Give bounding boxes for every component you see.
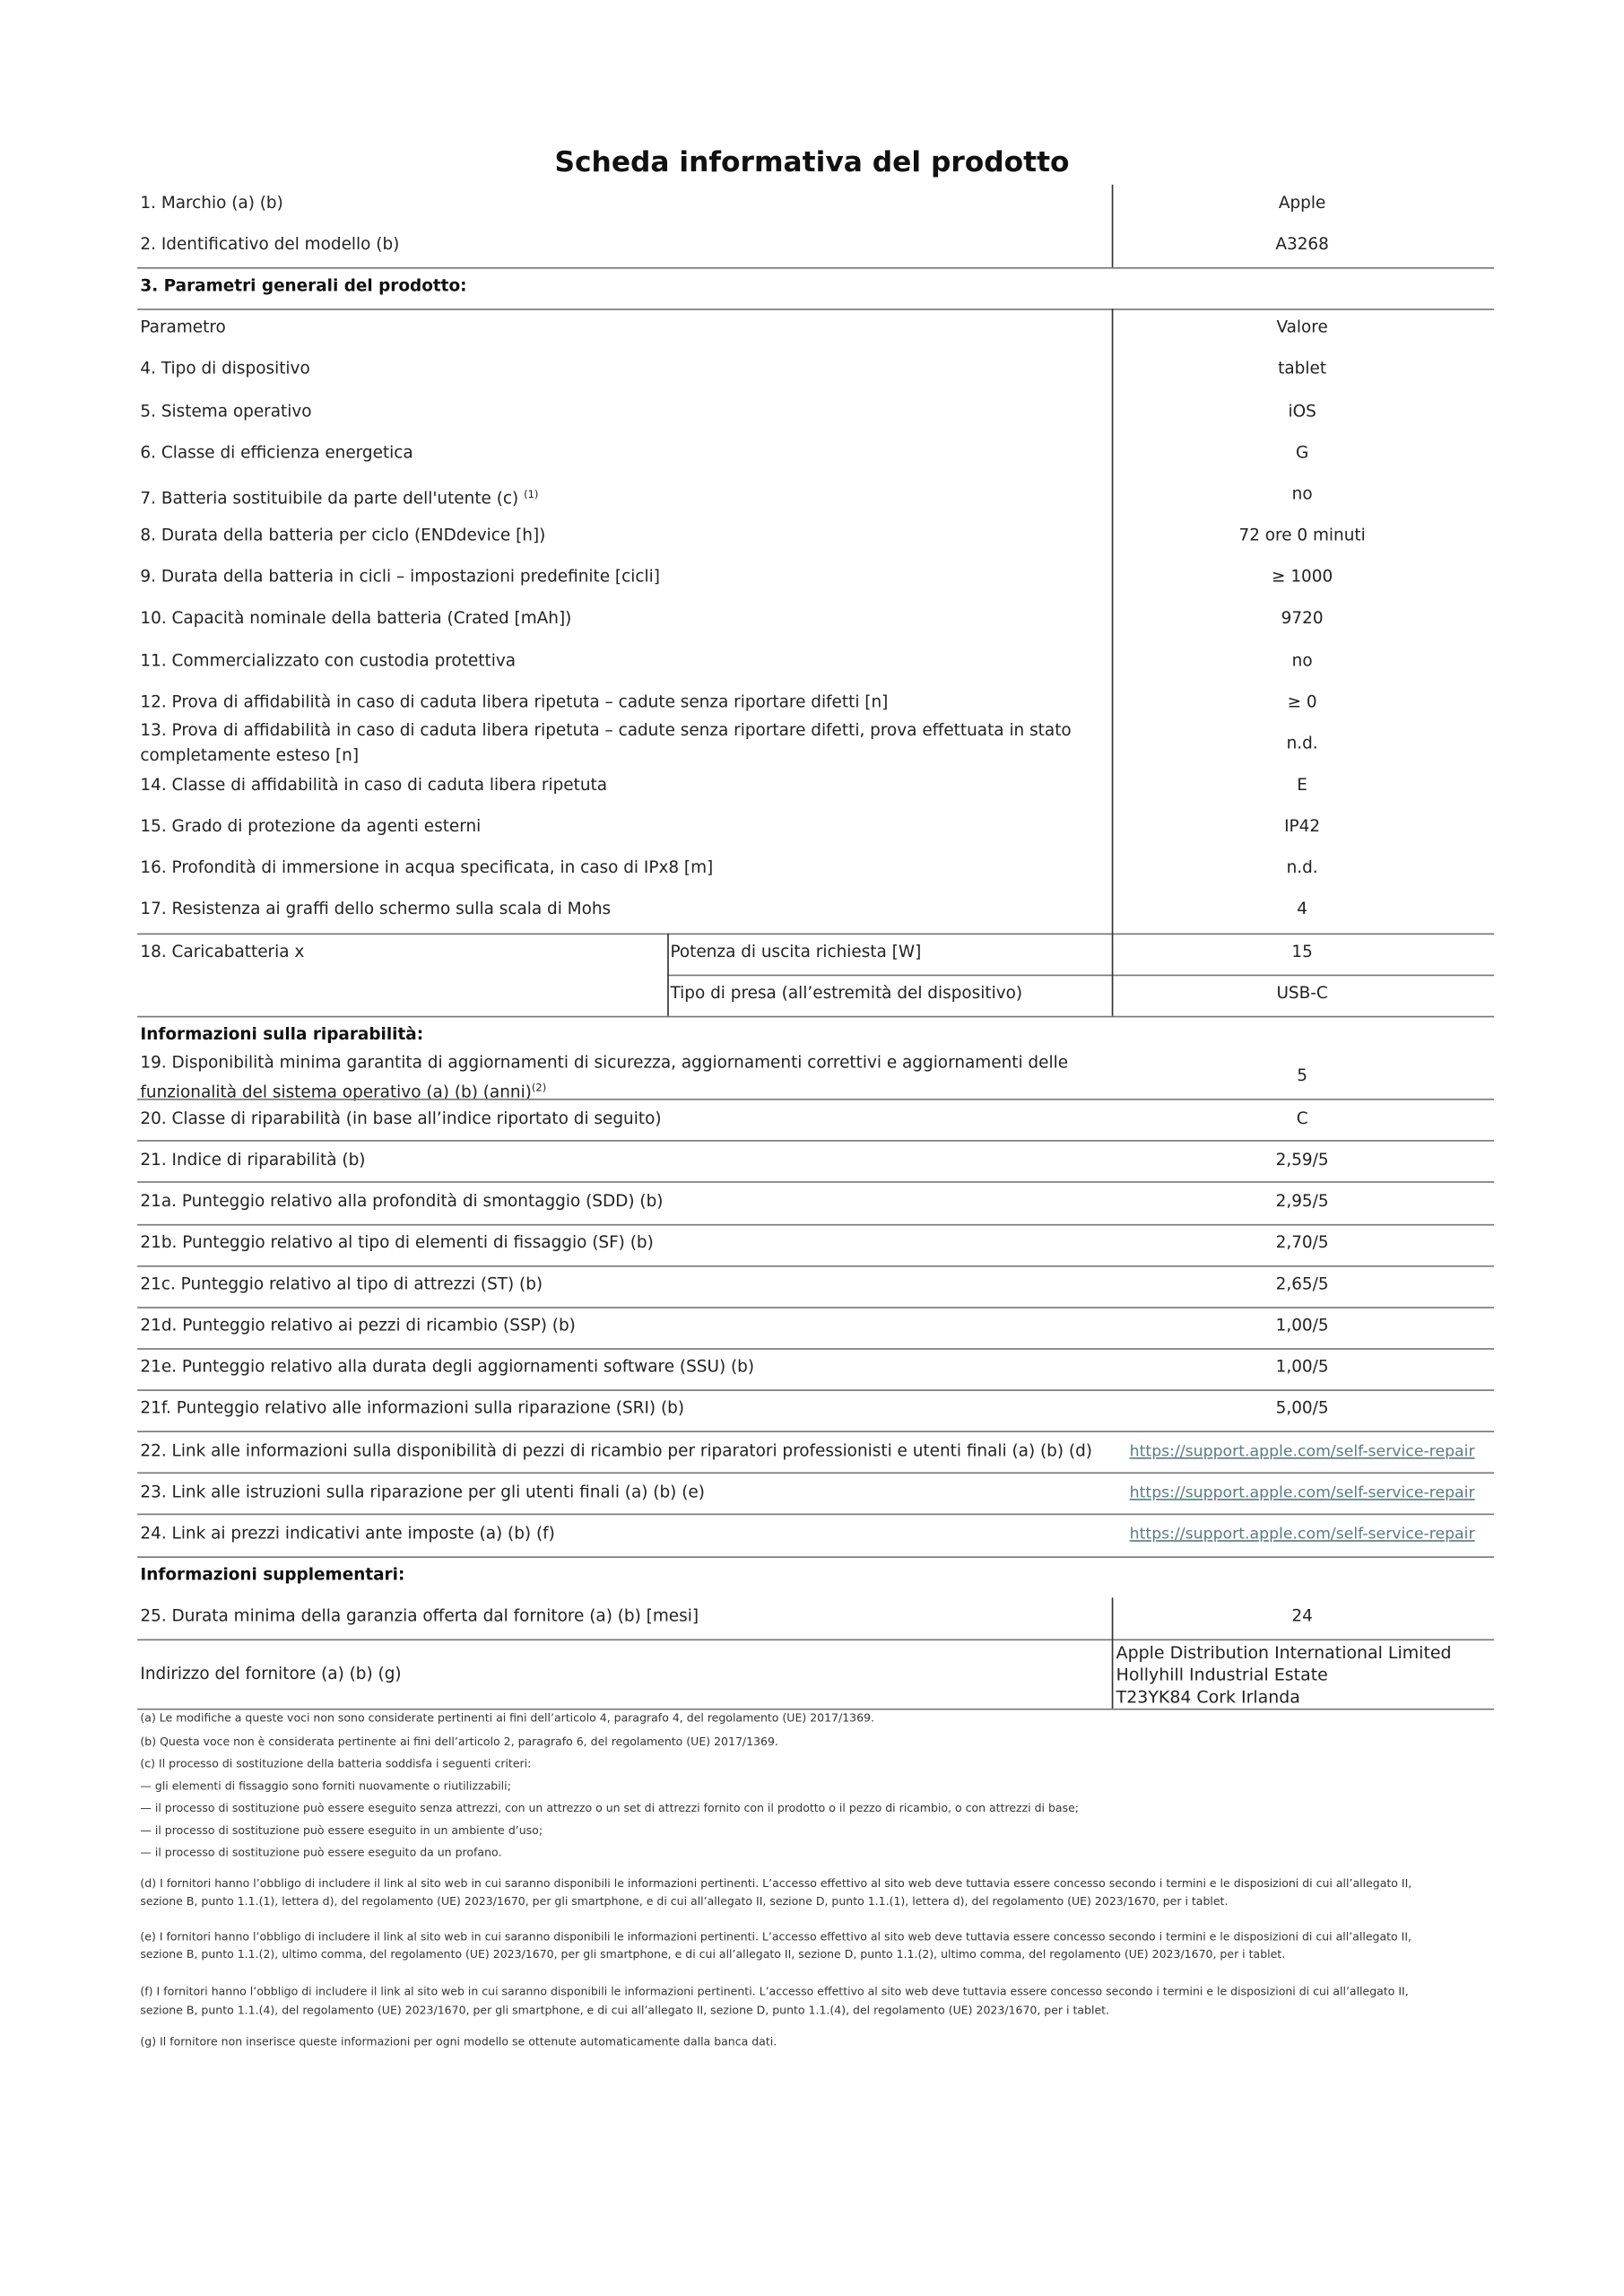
row-label: 18. Caricabatteria x — [140, 942, 305, 961]
row-value: n.d. — [1286, 734, 1318, 753]
column-divider — [667, 934, 669, 1016]
row-label: 1. Marchio (a) (b) — [140, 193, 283, 213]
footnote: — il processo di sostituzione può essere eseguito in un ambiente d’uso; — [140, 1823, 543, 1838]
footnote: sezione B, punto 1.1.(2), ultimo comma, del regolamento (UE) 2023/1670, per gli smartphone, e di cui all’allegato II, sezione D, punto 1.1.(2), ultimo comma, del regolamento (UE) 2023/1670, per i tablet. — [140, 1947, 1286, 1961]
page-title: Scheda informativa del prodotto — [554, 145, 1070, 179]
row-label: 7. Batteria sostituibile da parte dell'utente (c) $^{(1)}$ — [140, 488, 539, 509]
row-label: 21b. Punteggio relativo al tipo di elementi di fissaggio (SF) (b) — [140, 1232, 654, 1253]
row-divider — [137, 267, 1494, 269]
row-label: 4. Tipo di dispositivo — [140, 359, 310, 378]
column-divider — [1112, 185, 1114, 267]
row-label: 21f. Punteggio relativo alle informazioni sulla riparazione (SRI) (b) — [140, 1398, 685, 1418]
row-value: 2,59/5 — [1275, 1150, 1329, 1170]
row-value: 1,00/5 — [1275, 1315, 1329, 1335]
footnote: — il processo di sostituzione può essere eseguito da un profano. — [140, 1846, 502, 1859]
footnote: (b) Questa voce non è considerata pertinente ai fini dell’articolo 2, paragrafo 6, del regolamento (UE) 2017/1369. — [140, 1735, 778, 1749]
row-label: 21. Indice di riparabilità (b) — [140, 1150, 366, 1170]
row-value: 24 — [1291, 1606, 1313, 1626]
row-label: 9. Durata della batteria in cicli – impostazioni predefinite [cicli] — [140, 567, 660, 587]
row-value: tablet — [1278, 359, 1327, 378]
row-label: 20. Classe di riparabilità (in base all’indice riportato di seguito) — [140, 1109, 662, 1128]
row-value: Apple — [1278, 193, 1326, 213]
row-label: 14. Classe di affidabilità in caso di caduta libera ripetuta — [140, 775, 608, 795]
row-label: 10. Capacità nominale della batteria (Crated [mAh]) — [140, 608, 572, 628]
row-sublabel: Tipo di presa (all’estremità del dispositivo) — [670, 983, 1023, 1003]
row-value: no — [1291, 484, 1313, 504]
row-label: 13. Prova di affidabilità in caso di caduta libera ripetuta – cadute senza riportare difetti, prova effettuata in stato — [140, 720, 1072, 740]
row-divider — [137, 1431, 1494, 1432]
supplier-address-line: Hollyhill Industrial Estate — [1116, 1664, 1328, 1685]
row-divider — [137, 1099, 1494, 1100]
row-value: 15 — [1291, 942, 1313, 961]
footnote: — gli elementi di fissaggio sono forniti nuovamente o riutilizzabili; — [140, 1779, 511, 1793]
footnote-ref: (2) — [531, 1082, 547, 1094]
row-divider — [137, 309, 1494, 310]
row-divider — [137, 1307, 1494, 1309]
row-label: 22. Link alle informazioni sulla disponibilità di pezzi di ricambio per riparatori professionisti e utenti finali (a) (b) (d) — [140, 1440, 1092, 1461]
row-label: 23. Link alle istruzioni sulla riparazione per gli utenti finali (a) (b) (e) — [140, 1482, 705, 1502]
footnote: (e) I fornitori hanno l’obbligo di includere il link al sito web in cui saranno disponibili le informazioni pertinenti. L’accesso effettivo al sito web deve tuttavia essere concesso secondo i termini e le disposizioni di cui all’allegato II, — [140, 1929, 1411, 1944]
row-divider — [137, 1016, 1494, 1018]
supplier-address-line: Apple Distribution International Limited — [1116, 1641, 1452, 1663]
row-divider — [137, 1556, 1494, 1558]
row-divider — [137, 1639, 1494, 1641]
row-label: 25. Durata minima della garanzia offerta dal fornitore (a) (b) [mesi] — [140, 1606, 699, 1626]
supplier-address-line: T23YK84 Cork Irlanda — [1116, 1686, 1300, 1708]
row-value: 2,65/5 — [1275, 1274, 1329, 1294]
footnote: (c) Il processo di sostituzione della batteria soddisfa i seguenti criteri: — [140, 1757, 532, 1771]
row-divider — [137, 1389, 1494, 1391]
row-value: 2,95/5 — [1275, 1191, 1329, 1212]
row-value: 2,70/5 — [1275, 1232, 1329, 1253]
row-label: 2. Identificativo del modello (b) — [140, 234, 400, 255]
row-divider — [137, 1265, 1494, 1267]
row-label: 8. Durata della batteria per ciclo (ENDdevice [h]) — [140, 526, 546, 545]
row-label: 12. Prova di affidabilità in caso di caduta libera ripetuta – cadute senza riportare difetti [n] — [140, 692, 889, 712]
row-value: ≥ 0 — [1287, 692, 1317, 712]
row-label: Indirizzo del fornitore (a) (b) (g) — [140, 1664, 402, 1683]
footnote: (a) Le modifiche a queste voci non sono considerate pertinenti ai fini dell’articolo 4, paragrafo 4, del regolamento (UE) 2017/1369. — [140, 1711, 875, 1725]
row-value: 1,00/5 — [1275, 1357, 1329, 1377]
footnote: sezione B, punto 1.1.(4), del regolamento (UE) 2023/1670, per gli smartphone, e di cui all’allegato II, sezione D, punto 1.1.(4), del regolamento (UE) 2023/1670, per i tablet. — [140, 2004, 1110, 2017]
row-value: 5,00/5 — [1275, 1398, 1329, 1418]
row-divider — [137, 1140, 1494, 1142]
row-divider — [137, 1181, 1494, 1183]
row-label: 21c. Punteggio relativo al tipo di attrezzi (ST) (b) — [140, 1274, 543, 1294]
row-value: USB-C — [1276, 983, 1328, 1003]
row-label: 5. Sistema operativo — [140, 401, 312, 422]
footnote-ref: (1) — [524, 488, 539, 501]
row-value: 4 — [1297, 899, 1307, 919]
row-value: G — [1295, 442, 1309, 463]
row-label: 19. Disponibilità minima garantita di aggiornamenti di sicurezza, aggiornamenti correttivi e aggiornamenti delle — [140, 1052, 1069, 1073]
row-divider — [137, 1348, 1494, 1350]
repair-link[interactable]: https://support.apple.com/self-service-repair — [1129, 1525, 1475, 1544]
row-value: Valore — [1276, 317, 1328, 337]
row-value: A3268 — [1275, 234, 1329, 255]
row-value: n.d. — [1286, 857, 1318, 877]
row-label: 16. Profondità di immersione in acqua specificata, in caso di IPx8 [m] — [140, 857, 714, 877]
column-divider — [1112, 309, 1114, 1016]
footnote: (d) I fornitori hanno l’obbligo di includere il link al sito web in cui saranno disponibili le informazioni pertinenti. L’accesso effettivo al sito web deve tuttavia essere concesso secondo i termini e le disposizioni di cui all’allegato II, — [140, 1876, 1412, 1891]
row-label: 21e. Punteggio relativo alla durata degli aggiornamenti software (SSU) (b) — [140, 1357, 755, 1377]
row-divider — [137, 1514, 1494, 1516]
row-value: 9720 — [1281, 608, 1324, 628]
row-divider — [137, 1472, 1494, 1474]
row-label-continued: funzionalità del sistema operativo (a) (b) (anni)$^{(2)}$ — [140, 1082, 547, 1102]
row-divider — [137, 934, 1494, 935]
repair-link[interactable]: https://support.apple.com/self-service-repair — [1129, 1483, 1475, 1502]
repair-link[interactable]: https://support.apple.com/self-service-repair — [1129, 1442, 1475, 1461]
row-label: 3. Parametri generali del prodotto: — [140, 275, 467, 296]
row-value: E — [1297, 775, 1307, 795]
footnote: (g) Il fornitore non inserisce queste informazioni per ogni modello se ottenute automaticamente dalla banca dati. — [140, 2034, 777, 2048]
column-divider — [1112, 1597, 1114, 1708]
row-divider — [137, 1224, 1494, 1226]
row-divider — [667, 975, 1494, 977]
row-label: 15. Grado di protezione da agenti esterni — [140, 816, 482, 836]
row-label: Informazioni sulla riparabilità: — [140, 1024, 424, 1045]
row-label-continued: completamente esteso [n] — [140, 745, 360, 765]
row-label: Parametro — [140, 317, 226, 337]
row-value: 72 ore 0 minuti — [1238, 526, 1366, 545]
row-value: no — [1291, 651, 1313, 671]
row-label: 17. Resistenza ai graffi dello schermo sulla scala di Mohs — [140, 899, 612, 919]
row-value: C — [1296, 1109, 1308, 1128]
row-label: 21a. Punteggio relativo alla profondità di smontaggio (SDD) (b) — [140, 1191, 664, 1212]
row-label: 6. Classe di efficienza energetica — [140, 442, 413, 463]
row-label: 21d. Punteggio relativo ai pezzi di ricambio (SSP) (b) — [140, 1315, 576, 1335]
row-value: 5 — [1297, 1065, 1307, 1086]
row-label: 24. Link ai prezzi indicativi ante imposte (a) (b) (f) — [140, 1524, 555, 1544]
footnote: — il processo di sostituzione può essere eseguito senza attrezzi, con un attrezzo o un set di attrezzi fornito con il prodotto o il pezzo di ricambio, o con attrezzi di base; — [140, 1801, 1080, 1815]
row-value: iOS — [1288, 401, 1316, 422]
footnote: (f) I fornitori hanno l’obbligo di includere il link al sito web in cui saranno disponibili le informazioni pertinenti. L’accesso effettivo al sito web deve tuttavia essere concesso secondo i termini e le disposizioni di cui all’allegato II, — [140, 1984, 1409, 1998]
row-label: Informazioni supplementari: — [140, 1565, 405, 1585]
row-sublabel: Potenza di uscita richiesta [W] — [670, 942, 922, 961]
row-value: IP42 — [1284, 816, 1321, 836]
row-value: ≥ 1000 — [1272, 567, 1333, 587]
row-label: 11. Commercializzato con custodia protettiva — [140, 651, 517, 671]
footnote: sezione B, punto 1.1.(1), lettera d), del regolamento (UE) 2023/1670, per gli smartphone, e di cui all’allegato II, sezione D, punto 1.1.(1), lettera d), del regolamento (UE) 2023/1670, per i tablet. — [140, 1894, 1229, 1909]
